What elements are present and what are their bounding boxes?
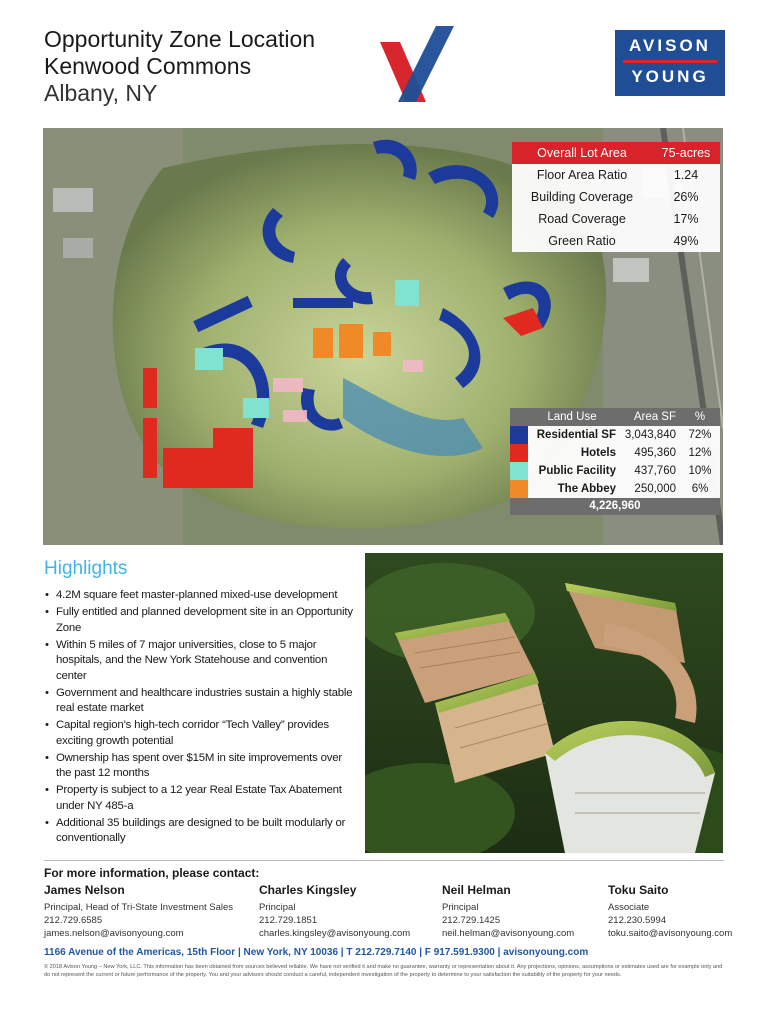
land-use-swatch <box>510 426 528 444</box>
land-use-pct: 12% <box>688 447 712 459</box>
contact-name: Charles Kingsley <box>259 883 357 897</box>
stats-row <box>512 208 720 230</box>
stats-row <box>512 142 720 164</box>
highlight-item: • Government and healthcare industries sustain a highly stable real estate market <box>44 686 359 717</box>
land-use-header <box>510 408 720 426</box>
stats-value: 75-acres <box>661 146 711 160</box>
land-use-swatch <box>510 480 528 498</box>
land-use-table <box>510 408 720 515</box>
contact-heading: For more information, please contact: <box>44 866 260 880</box>
land-use-header-pct: % <box>694 411 706 423</box>
stats-label: Overall Lot Area <box>537 146 627 160</box>
stats-row <box>512 186 720 208</box>
stats-label: Building Coverage <box>530 190 634 204</box>
land-use-row <box>510 426 720 444</box>
land-use-pct: 72% <box>688 429 712 441</box>
title-block <box>44 26 394 107</box>
highlight-item: • Ownership has spent over $15M in site improvements over the past 12 months <box>44 751 359 782</box>
land-use-header-area: Area SF <box>633 411 676 423</box>
contact-title: Principal <box>442 902 479 913</box>
highlights-heading: Highlights <box>44 558 128 579</box>
land-use-area: 495,360 <box>634 447 676 459</box>
highlight-item: • Property is subject to a 12 year Real Estate Tax Abatement under NY 485-a <box>44 783 359 814</box>
land-use-swatch <box>510 444 528 462</box>
stats-label: Road Coverage <box>538 212 626 226</box>
logo-word-1: AVISON <box>629 36 711 55</box>
contact-name: Toku Saito <box>608 883 669 897</box>
contact-phone[interactable]: 212.729.1851 <box>259 915 318 926</box>
highlight-item: • 4.2M square feet master-planned mixed-use development <box>44 588 359 604</box>
highlight-item: • Within 5 miles of 7 major universities, close to 5 major hospitals, and the New York Statehouse and convention center <box>44 638 359 685</box>
land-use-area: 437,760 <box>634 465 676 477</box>
lot-stats-table <box>512 142 720 252</box>
contact-name: Neil Helman <box>442 883 511 897</box>
stats-row <box>512 164 720 186</box>
contact-card <box>442 883 602 940</box>
office-address[interactable]: 1166 Avenue of the Americas, 15th Floor | New York, NY 10036 | T 212.729.7140 | F 917.591.9300 | avisonyoung.com <box>44 947 589 958</box>
highlight-item: • Capital region’s high-tech corridor “Tech Valley” provides exciting growth potential <box>44 718 359 749</box>
rendering-illustration <box>365 553 723 853</box>
land-use-area: 250,000 <box>634 483 676 495</box>
land-use-label: Public Facility <box>538 465 616 477</box>
stats-value: 26% <box>673 190 699 204</box>
logo-word-2: YOUNG <box>631 67 709 86</box>
highlight-item: • Fully entitled and planned development site in an Opportunity Zone <box>44 605 359 636</box>
brand-x-mark <box>378 24 456 104</box>
avison-young-logo <box>615 30 725 96</box>
contact-card <box>259 883 439 940</box>
legal-disclaimer: © 2018 Avison Young – New York, LLC. This information has been obtained from sources believed reliable. We have not verified it and make no guarantee, warranty or representation about it. Any projections, opinions, assumptions or estimates used are for example only and do not represent the current or future performance of the property. You and your advisors should conduct a careful, independent investigation of the property to determine to your satisfaction the suitability of the property for your needs. <box>44 964 723 978</box>
land-use-pct: 10% <box>688 465 712 477</box>
contact-title: Associate <box>608 902 650 913</box>
land-use-header-label: Land Use <box>547 411 597 423</box>
contact-email[interactable]: toku.saito@avisonyoung.com <box>608 928 733 939</box>
land-use-area: 3,043,840 <box>624 429 676 441</box>
land-use-pct: 6% <box>691 483 709 495</box>
stats-value: 1.24 <box>673 168 699 182</box>
land-use-row <box>510 444 720 462</box>
land-use-label: Residential SF <box>536 429 616 441</box>
stats-label: Floor Area Ratio <box>536 168 628 182</box>
contact-title: Principal, Head of Tri-State Investment Sales <box>44 902 234 913</box>
stats-value: 49% <box>673 234 699 248</box>
contact-card <box>44 883 254 940</box>
contact-email[interactable]: neil.helman@avisonyoung.com <box>442 928 575 939</box>
contact-name: James Nelson <box>44 883 125 897</box>
highlights-list <box>44 588 359 847</box>
land-use-label: The Abbey <box>557 483 616 495</box>
highlights-section <box>44 558 359 848</box>
contact-phone[interactable]: 212.729.6585 <box>44 915 103 926</box>
contact-card <box>608 883 732 940</box>
stats-value: 17% <box>673 212 699 226</box>
contact-email[interactable]: james.nelson@avisonyoung.com <box>44 928 184 939</box>
title-line-1: Opportunity Zone Location <box>44 26 316 52</box>
land-use-label: Hotels <box>580 447 616 459</box>
contact-divider <box>44 860 724 861</box>
title-line-2: Kenwood Commons <box>44 53 252 79</box>
contact-phone[interactable]: 212.729.1425 <box>442 915 501 926</box>
title-line-3: Albany, NY <box>44 80 158 106</box>
logo-divider <box>623 60 717 63</box>
contact-phone[interactable]: 212.230.5994 <box>608 915 667 926</box>
stats-label: Green Ratio <box>548 234 616 248</box>
development-rendering-image <box>365 553 723 853</box>
land-use-swatch <box>510 462 528 480</box>
land-use-total: 4,226,960 <box>510 498 720 515</box>
stats-row <box>512 230 720 252</box>
highlight-item: • Additional 35 buildings are designed to be built modularly or conventionally <box>44 816 359 847</box>
land-use-row <box>510 462 720 480</box>
contact-title: Principal <box>259 902 296 913</box>
contact-email[interactable]: charles.kingsley@avisonyoung.com <box>259 928 411 939</box>
land-use-row <box>510 480 720 498</box>
